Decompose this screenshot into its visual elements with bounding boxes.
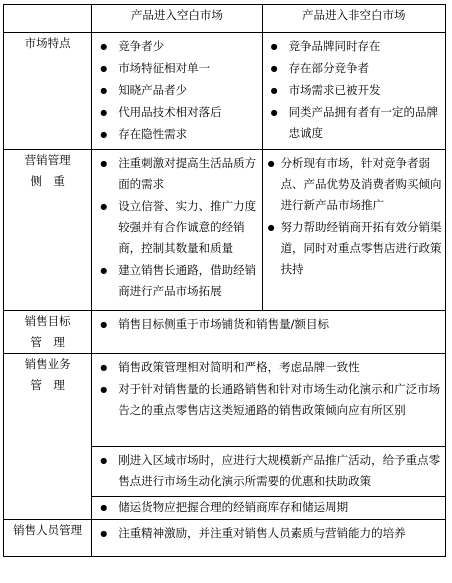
list-item: ● 市场特征相对单一 [96,58,259,79]
row-label-sales-business [4,354,92,520]
list-item: ● 竞争者少 [96,36,259,57]
cell-marketing-focus-nonblank [262,150,445,311]
row-label-market-features: 市场特点 [4,33,92,150]
row-label-marketing-focus [4,150,92,311]
cell-sales-staff [92,520,446,557]
list-item: ● 对于针对销售量的长通路销售和针对市场生动化演示和广泛市场告之的重点零售店这类短通路的销售政策倾向应有所区别 [96,379,443,421]
row-sales-business [4,354,446,447]
list-item: ● 同类产品拥有者有一定的品牌忠诚度 [267,102,443,144]
label-line: 侧 重 [30,174,65,188]
list-item: ● 存在部分竞争者 [267,58,443,79]
list-item: ● 销售政策管理相对简明和严格，考虑品牌一致性 [96,357,443,378]
cell-sales-target [92,311,446,354]
bullet-list [92,354,445,425]
cell-market-features-nonblank [262,33,445,150]
list-item: ● 知晓产品者少 [96,80,259,101]
bullet-list [263,150,445,284]
label-line: 销售业务 [24,357,71,371]
list-item: ● 储运货物应把握合理的经销商库存和储运周期 [96,497,443,518]
label-line: 管 理 [30,378,65,392]
bullet-list [263,33,445,148]
bullet-list [92,447,445,496]
row-market-features [4,33,446,150]
bullet-list [92,497,445,518]
header-blank-cell [4,5,92,33]
bullet-list [92,520,445,548]
list-item: ● 努力帮助经销商开拓有效分销渠道，同时对重点零售店进行政策扶持 [267,217,443,280]
label-line: 销售目标 [24,314,71,328]
bullet-list [92,33,261,149]
bullet-list [92,311,445,339]
list-item: ● 存在隐性需求 [96,124,259,145]
list-item: ● 注重刺激对提高生活品质方面的需求 [96,153,259,195]
header-nonblank-market: 产品进入非空白市场 [262,5,445,33]
label-line: 营销管理 [24,153,71,167]
row-label-sales-target [4,311,92,354]
cell-marketing-focus-blank [92,150,262,311]
list-item: ● 注重精神激励，并注重对销售人员素质与营销能力的培养 [96,523,443,544]
list-item: ● 设立信誉、实力、推广力度较强并有合作诚意的经销商，控制其数量和质量 [96,196,259,259]
list-item: ● 市场需求已被开发 [267,80,443,101]
bullet-list [92,150,261,306]
cell-sales-business-group2 [92,447,446,497]
row-label-sales-staff: 销售人员管理 [4,520,92,557]
cell-sales-business-group1 [92,354,446,447]
cell-sales-business-group3 [92,497,446,520]
cell-market-features-blank [92,33,262,150]
row-sales-target [4,311,446,354]
list-item: ● 建立销售长通路，借助经销商进行产品市场拓展 [96,260,259,302]
row-marketing-focus [4,150,446,311]
table-header-row [4,5,446,33]
list-item: ● 代用品技术相对落后 [96,102,259,123]
list-item: ● 销售目标侧重于市场铺货和销售量/额目标 [96,314,443,335]
header-blank-market: 产品进入空白市场 [92,5,262,33]
list-item: ● 刚进入区域市场时，应进行大规模新产品推广活动，给予重点零售点进行市场生动化演示所需要的优惠和扶助政策 [96,450,443,492]
list-item: ● 分析现有市场，针对竞争者弱点、产品优势及消费者购买倾向进行新产品市场推广 [267,153,443,216]
label-line: 管 理 [30,335,65,349]
row-sales-staff [4,520,446,557]
list-item: ● 竞争品牌同时存在 [267,36,443,57]
market-entry-comparison-table [3,4,446,557]
